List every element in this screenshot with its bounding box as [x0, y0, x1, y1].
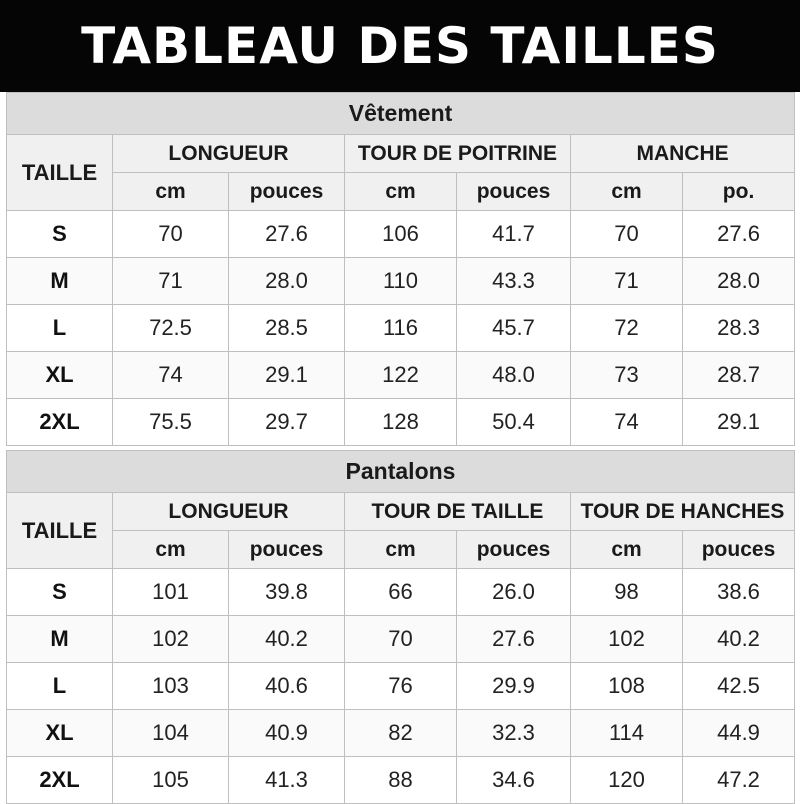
table-row	[7, 399, 795, 446]
unit-header: cm	[571, 531, 683, 569]
measurement-value: 102	[113, 616, 229, 663]
measurement-value: 82	[345, 710, 457, 757]
size-label: S	[7, 211, 113, 258]
table-row	[7, 616, 795, 663]
measurement-value: 40.2	[229, 616, 345, 663]
measurement-value: 70	[571, 211, 683, 258]
measurement-value: 110	[345, 258, 457, 305]
table-row	[7, 352, 795, 399]
measurement-value: 26.0	[457, 569, 571, 616]
measurement-value: 48.0	[457, 352, 571, 399]
measurement-value: 40.2	[683, 616, 795, 663]
measurement-value: 72	[571, 305, 683, 352]
unit-header: pouces	[457, 531, 571, 569]
measurement-value: 43.3	[457, 258, 571, 305]
measurement-value: 29.9	[457, 663, 571, 710]
page-title: TABLEAU DES TAILLES	[0, 0, 800, 92]
measurement-value: 74	[113, 352, 229, 399]
unit-header: cm	[345, 173, 457, 211]
measurement-value: 98	[571, 569, 683, 616]
measurement-value: 28.7	[683, 352, 795, 399]
size-label: XL	[7, 710, 113, 757]
measurement-group-header: LONGUEUR	[113, 135, 345, 173]
unit-header: cm	[113, 531, 229, 569]
size-column-header: TAILLE	[7, 493, 113, 569]
table-row	[7, 258, 795, 305]
size-label: M	[7, 616, 113, 663]
measurement-value: 74	[571, 399, 683, 446]
measurement-value: 103	[113, 663, 229, 710]
measurement-value: 102	[571, 616, 683, 663]
measurement-value: 88	[345, 757, 457, 804]
measurement-group-header: LONGUEUR	[113, 493, 345, 531]
measurement-value: 27.6	[683, 211, 795, 258]
size-label: L	[7, 305, 113, 352]
measurement-value: 128	[345, 399, 457, 446]
measurement-value: 71	[113, 258, 229, 305]
measurement-value: 29.1	[229, 352, 345, 399]
measurement-value: 101	[113, 569, 229, 616]
size-column-header: TAILLE	[7, 135, 113, 211]
size-label: 2XL	[7, 757, 113, 804]
size-label: XL	[7, 352, 113, 399]
measurement-value: 40.9	[229, 710, 345, 757]
measurement-group-header: TOUR DE TAILLE	[345, 493, 571, 531]
measurement-value: 120	[571, 757, 683, 804]
measurement-value: 105	[113, 757, 229, 804]
size-label: M	[7, 258, 113, 305]
table-row	[7, 757, 795, 804]
measurement-value: 73	[571, 352, 683, 399]
measurement-value: 27.6	[457, 616, 571, 663]
measurement-value: 40.6	[229, 663, 345, 710]
measurement-value: 71	[571, 258, 683, 305]
pants-size-table	[6, 450, 795, 804]
size-label: 2XL	[7, 399, 113, 446]
measurement-value: 29.1	[683, 399, 795, 446]
unit-header: pouces	[229, 173, 345, 211]
measurement-value: 70	[113, 211, 229, 258]
measurement-value: 28.0	[229, 258, 345, 305]
measurement-value: 28.0	[683, 258, 795, 305]
measurement-value: 27.6	[229, 211, 345, 258]
measurement-value: 72.5	[113, 305, 229, 352]
measurement-value: 116	[345, 305, 457, 352]
measurement-value: 45.7	[457, 305, 571, 352]
measurement-value: 75.5	[113, 399, 229, 446]
measurement-value: 114	[571, 710, 683, 757]
measurement-value: 42.5	[683, 663, 795, 710]
measurement-group-header: MANCHE	[571, 135, 795, 173]
unit-header: po.	[683, 173, 795, 211]
measurement-value: 70	[345, 616, 457, 663]
measurement-value: 50.4	[457, 399, 571, 446]
unit-header: cm	[113, 173, 229, 211]
measurement-value: 34.6	[457, 757, 571, 804]
measurement-value: 28.5	[229, 305, 345, 352]
size-label: L	[7, 663, 113, 710]
size-label: S	[7, 569, 113, 616]
measurement-value: 41.3	[229, 757, 345, 804]
measurement-value: 32.3	[457, 710, 571, 757]
unit-header: pouces	[229, 531, 345, 569]
measurement-value: 122	[345, 352, 457, 399]
measurement-value: 76	[345, 663, 457, 710]
measurement-value: 66	[345, 569, 457, 616]
section-title: Vêtement	[7, 93, 795, 135]
measurement-value: 106	[345, 211, 457, 258]
table-row	[7, 663, 795, 710]
measurement-group-header: TOUR DE POITRINE	[345, 135, 571, 173]
measurement-value: 41.7	[457, 211, 571, 258]
table-row	[7, 305, 795, 352]
unit-header: cm	[571, 173, 683, 211]
table-row	[7, 211, 795, 258]
unit-header: pouces	[457, 173, 571, 211]
unit-header: pouces	[683, 531, 795, 569]
section-title: Pantalons	[7, 451, 795, 493]
measurement-value: 38.6	[683, 569, 795, 616]
measurement-value: 104	[113, 710, 229, 757]
measurement-value: 29.7	[229, 399, 345, 446]
table-row	[7, 569, 795, 616]
measurement-group-header: TOUR DE HANCHES	[571, 493, 795, 531]
measurement-value: 108	[571, 663, 683, 710]
measurement-value: 28.3	[683, 305, 795, 352]
clothing-size-table	[6, 92, 795, 446]
table-row	[7, 710, 795, 757]
measurement-value: 39.8	[229, 569, 345, 616]
unit-header: cm	[345, 531, 457, 569]
measurement-value: 47.2	[683, 757, 795, 804]
measurement-value: 44.9	[683, 710, 795, 757]
